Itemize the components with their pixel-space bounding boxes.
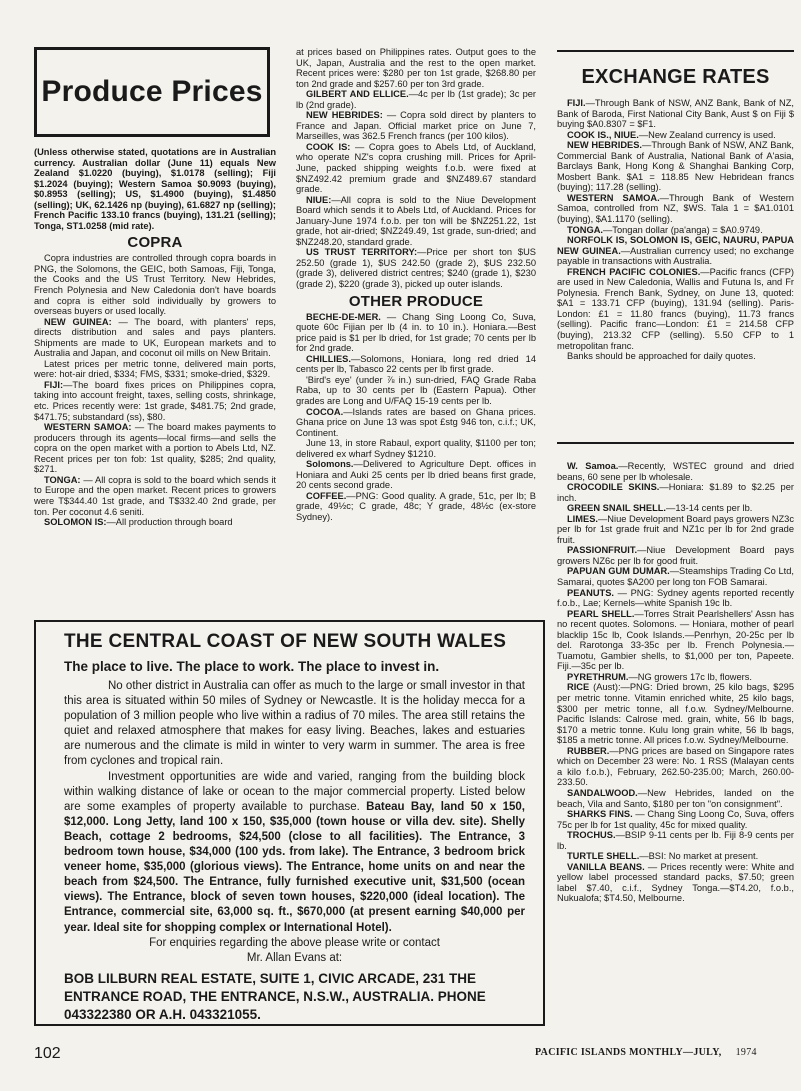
entry-text: —New Zealand currency is used.: [638, 129, 776, 140]
entry: [296, 407, 536, 439]
entry: [557, 746, 794, 788]
entry-text: —Through Bank of NSW, ANZ Bank, Commercial Bank of Australia, National Bank of A'asia, Barclays Bank, Hong Kong & Shanghai Banking Corp, Mosbert Bank. $A1 = 118.85 New Hebridean francs (buying); 117.28 (selling).: [557, 140, 794, 193]
entry: [296, 354, 536, 375]
ad-contact-name: Mr. Allan Evans at:: [246, 951, 343, 964]
entry-text: —New Hebrides, landed on the beach, Vila and Santo, $180 per ton "on consignment".: [557, 787, 794, 809]
ad-paragraph-1: No other district in Australia can offer as much to the large or small investor in that this area is situated within 50 miles of Sydney or Newcastle. It is the holiday mecca for a population of 3 million people who live within a radius of 70 miles. The area still retains the quiet and relaxed atmosphere that makes for easy living. Beaches, lakes and estuaries are numerous and the climate is mild in winter to very warm in summer. The area is free from cyclones and tropical rain.: [64, 680, 525, 768]
magazine-name: PACIFIC ISLANDS MONTHLY—JULY,: [535, 1047, 722, 1058]
entry: [557, 351, 794, 362]
entry-text: at prices based on Philippines rates. Output goes to the UK, Japan, Australia and the rest to the open market. Recent prices were: $280 per ton 1st grade, $268.80 per ton 2nd grade and $257.60 per ton 3rd grade.: [296, 47, 536, 89]
entry: [34, 422, 276, 475]
currency-intro: (Unless otherwise stated, quotations are in Australian currency. Australian dollar (June 11) equals New Zealand $1.0220 (buying), $1.0178 (selling); Fiji $1.2024 (buying); Western Samoa $0.9093 (buying), $0.8953 (selling); US, $1.4900 (buying), $1.4850 (selling); UK, 62.1426 np (buying), 61.6827 np (selling); French Pacific 133.10 francs (buying), 131.21 (selling); Tonga, ST1.0258 (mid rate).: [34, 147, 276, 231]
entry: [557, 788, 794, 809]
entry: [296, 195, 536, 248]
entry: [34, 253, 276, 316]
entry-text: — Prices recently were: White and yellow label processed standard packs, $7.50; green label $7.40, c.i.f., Sydney Tonga.—$T4.20, f.o.b., Nukualofa; $T4.50, Melbourne.: [557, 861, 794, 904]
entry-title: PASSIONFRUIT.: [567, 545, 638, 556]
entry: [296, 142, 536, 195]
entry-title: PEARL SHELL.: [567, 608, 635, 619]
entry: [557, 225, 794, 236]
entry-title: W. Samoa.: [567, 461, 619, 471]
entry-text: — The board, with planters' reps, directs distribution and sales and pays planters. Shipments are made to UK, European markets and to Australia and Japan, and coconut oil mills on New Britain.: [34, 316, 276, 359]
entry-text: — Copra goes to Abels Ltd, of Auckland, who operate NZ's copra crushing mill. Prices for April-June, packed shipping weights f.o.b. were fixed at $NZ492.42 premium grade and $NZ489.67 standard grade.: [296, 141, 536, 195]
entry-title: PEANUTS.: [567, 587, 615, 598]
entry-text: —Tongan dollar (pa'anga) = $A0.9749.: [603, 224, 763, 235]
ad-body: [64, 679, 525, 936]
entry: [296, 438, 536, 459]
entry-text: —Honiara: $1.89 to $2.25 per inch.: [557, 482, 794, 503]
entry: [296, 89, 536, 110]
entry-title: GILBERT AND ELLICE.: [306, 89, 409, 100]
entry: [557, 130, 794, 141]
exchange-top-rule: [557, 50, 794, 52]
entry-text: —Steamships Trading Co Ltd, Samarai, quotes $A200 per long ton FOB Samarai.: [557, 566, 794, 588]
exchange-bottom-rule: [557, 442, 794, 444]
entry: [557, 514, 794, 546]
entry: [34, 475, 276, 517]
entry-text: June 13, in store Rabaul, export quality, $1100 per ton; delivered ex wharf Sydney $1210.: [296, 438, 536, 459]
entry-title: NEW HEBRIDES.: [567, 140, 643, 151]
entry: [557, 140, 794, 193]
entry-title: FRENCH PACIFIC COLONIES.: [567, 266, 701, 277]
entry-text: —BSIP 9-11 cents per lb. Fiji 8-9 cents per lb.: [557, 830, 794, 851]
entry: [557, 482, 794, 503]
entry: [557, 267, 794, 351]
ad-contact: [64, 936, 525, 966]
entry: [557, 682, 794, 745]
entry-text: —The board fixes prices on Philippines copra, taking into account freight, taxes, selling costs, shrinkage, etc. Prices recently were: 1st grade, $481.75; 2nd grade, $471.75; substandard (ss), $80.: [34, 379, 276, 422]
entry-title: US TRUST TERRITORY:: [306, 247, 418, 258]
entry-title: GREEN SNAIL SHELL.: [567, 503, 667, 514]
ad-paragraph-2: Investment opportunities are wide and varied, ranging from the building block within walking distance of lake or ocean to the major commercial property. Listed below are some examples of property available to purchase. Bateau Bay, land 50 x 150, $12,000. Long Jetty, land 100 x 150, $35,000 (town house or villa dev. site). Shelly Beach, cottage 2 bedrooms, $24,500 (close to all facilities). The Entrance, 3 bedroom town house, $34,000 (100 yds. from lake). The Entrance, 3 bedroom brick veneer home, $35,000 (glorious views). The Entrance, home units on and near the beach from $24,500. The Entrance, fully furnished executive unit, $31,500 (ocean views). The Entrance, block of seven town houses, $220,000 (ideal location). The Entrance, commercial site, 63,000 sq. ft., $670,000 (at present earning $40,000 per year. Ideal site for shopping complex or International Hotel).: [64, 770, 525, 934]
entry-title: WESTERN SAMOA.: [567, 192, 660, 203]
entry-title: COOK IS., NIUE.: [567, 129, 639, 140]
entry-text: —BSI: No market at present.: [639, 851, 759, 862]
entry-title: WESTERN SAMOA:: [44, 422, 132, 433]
entry-title: COFFEE.: [306, 490, 347, 501]
entry-title: TONGA:: [44, 474, 81, 485]
entry-text: —Through Bank of NSW, ANZ Bank, Bank of NZ, Bank of Baroda, First National City Bank, Aust $ on Fiji $ buying $A0.8307 = $F1.: [557, 98, 794, 130]
entry: [296, 110, 536, 142]
entry-title: CROCODILE SKINS.: [567, 482, 660, 493]
copra-entries: [34, 253, 276, 527]
entry-text: —13-14 cents per lb.: [666, 503, 753, 514]
entry: [557, 862, 794, 904]
entry-title: SOLOMON IS:: [44, 517, 107, 528]
entry-text: —Niue Development Board pays growers NZ3c per lb for 1st grade fruit and NZ1c per lb for 2nd grade fruit.: [557, 513, 794, 545]
entry-text: (Aust):—PNG: Dried brown, 25 kilo bags, $295 per metric tonne. Vitamin enriched white, 25 kilo bags, $300 per metric tonne, all f.o.w. Sydney/Melbourne. Pacific Islands: Calrose med. grain, white, 56 lb bags, $170 a metric tonne. Kulu long grain white, 56 lb bags, $185 a metric tonne. All prices f.o.w. Sydney/Melbourne.: [557, 682, 794, 746]
entry-text: — Chang Sing Loong Co, Suva, offers 75c per lb for 1st quality, 45c for mixed quality.: [557, 809, 795, 830]
exchange-entries: [557, 98, 794, 362]
entry-title: COOK IS:: [306, 141, 351, 152]
entry-text: — PNG: Sydney agents reported recently f.o.b., Lae; Kernels—white Spanish 19c lb.: [557, 587, 794, 609]
entry: [34, 359, 276, 380]
entry-text: —4c per lb (1st grade); 3c per lb (2nd grade).: [296, 89, 537, 110]
entry-title: PAPUAN GUM DUMAR.: [567, 566, 670, 577]
entry-title: Solomons.: [306, 459, 354, 470]
entry-title: FIJI.: [567, 98, 586, 108]
other-produce-entries-continued: [557, 461, 794, 904]
entry-title: VANILLA BEANS.: [567, 861, 645, 872]
entry-title: TURTLE SHELL.: [567, 851, 640, 862]
entry-title: RUBBER.: [567, 745, 610, 756]
produce-prices-title: Produce Prices: [41, 75, 263, 108]
entry-text: —Islands rates are based on Ghana prices. Ghana price on June 13 was spot £stg 946 ton, c.i.f.; UK, Continent.: [296, 406, 536, 438]
entry: [296, 459, 536, 491]
entry-title: PYRETHRUM.: [567, 671, 629, 682]
entry-text: —PNG: Good quality. A grade, 51c, per lb; B grade, 49½c; C grade, 48c; Y grade, 48½c (ex-store Sydney).: [296, 490, 536, 522]
ad-listings: Bateau Bay, land 50 x 150, $12,000. Long Jetty, land 100 x 150, $35,000 (town house or villa dev. site). Shelly Beach, cottage 2 bedrooms, $24,500 (close to all facilities). The Entrance, 3 bedroom town house, $34,000 (100 yds. from lake). The Entrance, 3 bedroom brick veneer home, $35,000 (glorious views). The Entrance, home units on and near the beach from $24,500. The Entrance, fully furnished executive unit, $31,500 (ocean views). The Entrance, block of seven town houses, $220,000 (ideal location). The Entrance, commercial site, 63,000 sq. ft., $670,000 (at present earning $40,000 per year. Ideal site for shopping complex or International Hotel).: [64, 800, 525, 934]
entry-title: NEW HEBRIDES:: [306, 110, 383, 121]
entry: [557, 235, 794, 267]
entry: [296, 491, 536, 523]
entry-text: —Niue Development Board pays growers NZ6c per lb for good fruit.: [557, 545, 794, 566]
entry-title: FIJI:: [44, 379, 64, 390]
entry-text: —All production through board: [106, 517, 233, 528]
entry: [557, 98, 794, 130]
ad-footer-address: BOB LILBURN REAL ESTATE, SUITE 1, CIVIC ARCADE, 231 THE ENTRANCE ROAD, THE ENTRANCE, N.S.W., AUSTRALIA. PHONE 043322380 OR A.H. 043321055.: [64, 970, 486, 1022]
entry: [557, 566, 794, 587]
entry: [557, 851, 794, 862]
copra-entries-continued: [296, 47, 536, 290]
entry: [296, 375, 536, 407]
entry-title: CHILLIES.: [306, 353, 351, 364]
entry: [557, 503, 794, 514]
exchange-rates-column: [557, 98, 794, 362]
entry-text: — Copra sold direct by planters to France and Japan. Official market price on June 7, Marseilles, was 362.5 French francs (per 100 kilos).: [296, 110, 536, 142]
magazine-footer: [535, 1047, 757, 1058]
entry-text: —Torres Strait Pearlshellers' Assn has no recent quotes. Solomons. — Honiara, mother of pearl blacklip 15c lb, Cook Islands.—Penrhyn, 20-25c per lb del. Rarotonga 33-35c per lb. French Polynesia.—Tuamotu, Gambier shells, to $1,000 per ton, Papeete. Fiji.—35c per lb.: [557, 608, 794, 672]
entry: [34, 517, 276, 528]
entry-title: RICE: [567, 682, 590, 693]
ad-subtitle: The place to live. The place to work. The place to invest in.: [64, 659, 440, 674]
entry-text: —Delivered to Agriculture Dept. offices in Honiara and Auki 25 cents per lb dried beans first grade, 20 cents second grade.: [296, 459, 536, 491]
entry-text: —Solomons, Honiara, long red dried 14 cents per lb, Tabasco 22 cents per lb first grade.: [296, 353, 536, 375]
real-estate-advertisement: [34, 620, 545, 1026]
entry-text: — Chang Sing Loong Co, Suva, quote 60c Fijian per lb (4 in. to 10 in.). Honiara.—Best price paid is $1 per lb dried, for 1st grade; 70 cents per lb for 2nd grade.: [296, 311, 536, 354]
entry-title: BECHE-DE-MER.: [306, 311, 381, 322]
column-3-produce: [557, 461, 794, 904]
entry-title: SHARKS FINS.: [567, 809, 633, 820]
entry-text: Latest prices per metric tonne, delivered main ports, were: hot-air dried, $334; FMS, $331; smoke-dried, $329.: [34, 358, 276, 380]
exchange-rates-heading: EXCHANGE RATES: [581, 66, 770, 88]
entry-title: TROCHUS.: [567, 830, 616, 841]
entry-text: —Price per short ton $US 252.50 (grade 1), $US 242.50 (grade 2), $US 232.50 (grade 3), delivered district centres; $240 (grade 1), $230 (grade 2), $220 (grade 3), picked up outer islands.: [296, 247, 536, 290]
entry: [557, 588, 794, 609]
entry: [296, 312, 536, 354]
entry-title: NEW GUINEA:: [44, 316, 112, 327]
entry: [296, 47, 536, 89]
entry-text: —NG growers 17c lb, flowers.: [628, 671, 752, 682]
entry-title: NORFOLK IS, SOLOMON IS, GEIC, NAURU, PAPUA NEW GUINEA.: [557, 235, 794, 256]
entry-text: 'Bird's eye' (under ⅞ in.) sun-dried, FAQ Grade Raba Raba, up to 30 cents per lb (Eastern Papua). Other grades are Long and U/FAQ 15-19 cents per lb.: [296, 374, 536, 406]
entry-text: Copra industries are controlled through copra boards in PNG, the Solomons, the GEIC, both Samoas, Fiji, Tonga, the Cooks and the US Trust Territory. New Hebrides, French Polynesia and New Caledonia don't have boards and copra is either sold individually by growers to overseas buyers or used locally.: [34, 253, 276, 317]
entry-title: COCOA.: [306, 406, 344, 417]
entry: [34, 317, 276, 359]
entry-text: —Recently, WSTEC ground and dried beans, 60 sene per lb wholesale.: [557, 461, 794, 482]
entry: [557, 830, 794, 851]
entry-text: — All copra is sold to the board which sends it to Europe and the open market. Recent prices to growers were T$344.40 1st grade, and T$332.40 2nd grade, per ton. Per coconut 4.6 seniti.: [34, 474, 276, 517]
entry-title: TONGA.: [567, 224, 603, 235]
produce-prices-title-box: [34, 47, 270, 137]
entry-text: —Australian currency used; no exchange payable in transactions with Australia.: [557, 245, 794, 267]
entry-text: Banks should be approached for daily quotes.: [567, 351, 756, 362]
column-1: [34, 147, 276, 528]
entry: [557, 461, 794, 482]
entry-title: LIMES.: [567, 513, 598, 524]
ad-enquiries: For enquiries regarding the above please write or contact: [149, 936, 440, 949]
entry-text: —All copra is sold to the Niue Development Board which sends it to Abels Ltd, of Auckland. Prices for January-June 1974 f.o.b. per ton will be $NZ251.22, 1st grade, hot air-dried; $NZ249.49, 1st grade, sun-dried; and $NZ248.20, standard grade.: [296, 194, 536, 247]
other-produce-heading: OTHER PRODUCE: [348, 292, 484, 310]
entry: [557, 809, 794, 830]
page-number: 102: [34, 1045, 61, 1062]
other-produce-entries: [296, 312, 536, 523]
entry-text: —PNG prices are based on Singapore rates which on December 23 were: No. 1 RSS (Malayan cents a kilo f.o.b.), February, 262.50-235.00; March, 260.00-233.50.: [557, 745, 794, 788]
entry: [296, 247, 536, 289]
entry: [557, 672, 794, 683]
entry-text: —Through Bank of Western Samoa, controlled from NZ, $WS. Tala 1 = $A1.0101 (buying), $A1.1170 (selling).: [557, 192, 794, 225]
entry-title: SANDALWOOD.: [567, 787, 638, 798]
entry: [34, 380, 276, 422]
entry-text: —Pacific francs (CFP) are used in New Caledonia, Wallis and Futuna Is, and Fr Polynesia. French Bank, Sydney, on June 13, quoted: $A1 = 133.71 CFP (buying), 131.94 (selling). Paris-London: £1 = 11.80 francs (buying), 11.73 francs (selling). Pacific franc—London: £1 = 214.58 CFP (buying), 213.32 CFP (selling). 5.50 CFP to 1 metropolitan franc.: [557, 266, 794, 351]
entry-text: — The board makes payments to producers through its agents—local firms—and sells the copra on the open market with a portion to Abels Ltd, NZ. Recent prices per ton fob: 1st quality, $285; 2nd quality, $271.: [34, 422, 276, 475]
column-2: [296, 47, 536, 523]
entry: [557, 609, 794, 672]
entry: [557, 545, 794, 566]
entry-title: NIUE:: [306, 194, 332, 205]
copra-heading: COPRA: [127, 234, 183, 252]
ad-title: THE CENTRAL COAST OF NEW SOUTH WALES: [64, 631, 507, 652]
entry: [557, 193, 794, 225]
magazine-year: 1974: [735, 1047, 757, 1058]
